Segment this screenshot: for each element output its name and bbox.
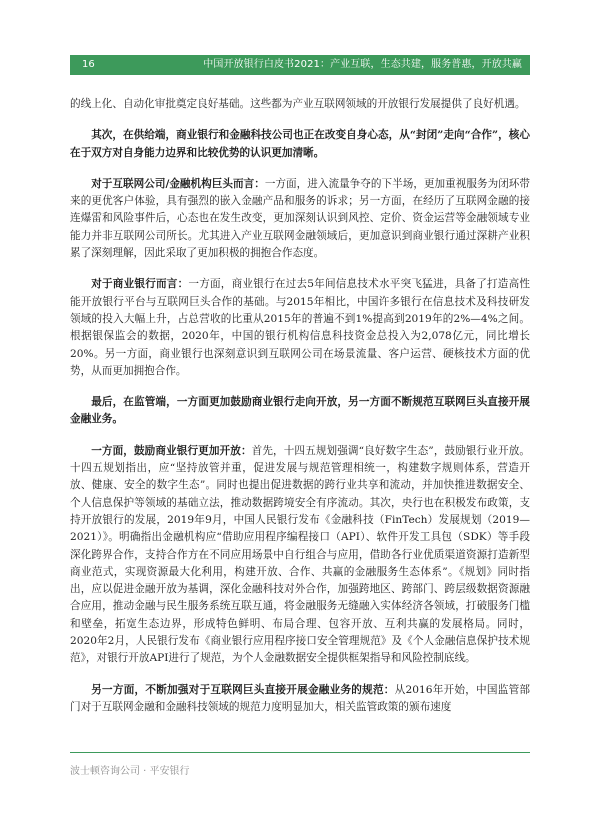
page-header xyxy=(70,55,530,75)
paragraph-lead: 一方面，鼓励商业银行更加开放： xyxy=(91,444,252,457)
paragraph-regulate-giants xyxy=(70,682,530,717)
paragraph-lead: 对于商业银行而言： xyxy=(91,278,189,291)
paragraph-lead: 对于互联网公司/金融机构巨头而言： xyxy=(91,177,265,190)
paragraph-continuation xyxy=(70,96,530,113)
page-number: 16 xyxy=(82,59,95,70)
paragraph-text: 的线上化、自动化审批奠定良好基础。这些都为产业互联网领域的开放银行发展提供了良好机遇。 xyxy=(70,98,526,110)
paragraph-regulatory-side xyxy=(70,394,530,429)
paragraph-supply-side xyxy=(70,127,530,162)
body-text xyxy=(70,96,530,716)
paragraph-commercial-banks xyxy=(70,276,530,380)
paragraph-bold-text: 最后，在监管端，一方面更加鼓励商业银行走向开放，另一方面不断规范互联网巨头直接开展金融业务。 xyxy=(70,396,530,426)
paragraph-internet-companies xyxy=(70,176,530,262)
footer-divider xyxy=(70,752,530,753)
page-footer: 波士顿咨询公司 · 平安银行 xyxy=(70,766,190,777)
paragraph-bold-text: 其次，在供给端，商业银行和金融科技公司也正在改变自身心态，从“封闭”走向“合作”，核心在于双方对自身能力边界和比较优势的认识更加清晰。 xyxy=(70,129,530,159)
paragraph-text: 首先，十四五规划强调“良好数字生态”，鼓励银行业开放。十四五规划指出，应“坚持放管并重，促进发展与规范管理相统一，构建数字规则体系，营造开放、健康、安全的数字生态”。同时也提出促进数据的跨行业共享和流动，并加快推进数据安全、个人信息保护等领域的基础立法，推动数据跨境安全有序流动。其次，央行也在积极发布政策，支持开放银行的发展，2019年9月，中国人民银行发布《金融科技（FinTech）发展规划（2019—2021）》。明确指出金融机构应“借助应用程序编程接口（API）、软件开发工具包（SDK）等手段深化跨界合作，支持合作方在不同应用场景中自行组合与应用，借助各行业优质渠道资源打造新型商业范式，实现资源最大化利用，构建开放、合作、共赢的金融服务生态体系”。《规划》同时指出，应以促进金融开放为基调，深化金融科技对外合作，加强跨地区、跨部门、跨层级数据资源融合应用，推动金融与民生服务系统互联互通，将金融服务无缝融入实体经济各领域，打破服务门槛和壁垒，拓宽生态边界，形成特色鲜明、布局合理、包容开放、互利共赢的发展格局。同时，2020年2月，人民银行发布《商业银行应用程序接口安全管理规范》及《个人金融信息保护技术规范》，对银行开放API进行了规范，为个人金融数据安全提供框架指导和风险控制底线。 xyxy=(70,444,530,665)
paragraph-text: 从2016年开始，中国监管部门对于互联网金融和金融科技领域的规范力度明显加大，相关监管政策的颁布速度 xyxy=(70,683,530,713)
paragraph-lead: 另一方面，不断加强对于互联网巨头直接开展金融业务的规范： xyxy=(91,683,395,696)
paragraph-text: 一方面，商业银行在过去5年间信息技术水平突飞猛进，具备了打造高性能开放银行平台与互联网巨头合作的基础。与2015年相比，中国许多银行在信息技术及科技研发领域的投入大幅上升，占总营收的比重从2015年的普遍不到1%提高到2019年的2%—4%之间。根据银保监会的数据，2020年，中国的银行机构信息科技资金总投入为2,078亿元，同比增长20%。另一方面，商业银行也深刻意识到互联网公司在场景流量、客户运营、硬核技术方面的优势，从而更加拥抱合作。 xyxy=(70,278,530,377)
paragraph-text: 一方面，进入流量争夺的下半场，更加重视服务为闭环带来的更优客户体验，具有强烈的嵌入金融产品和服务的诉求；另一方面，在经历了互联网金融的接连爆雷和风险事件后，心态也在发生改变，更加深刻认识到风控、定价、资金运营等金融领域专业能力并非互联网公司所长。尤其进入产业互联网金融领域后，更加意识到商业银行通过深耕产业积累了深刻理解，因此采取了更加积极的拥抱合作态度。 xyxy=(70,177,531,260)
running-title: 中国开放银行白皮书2021：产业互联，生态共建，服务普惠，开放共赢 xyxy=(203,59,522,70)
paragraph-encourage-openness xyxy=(70,443,530,668)
